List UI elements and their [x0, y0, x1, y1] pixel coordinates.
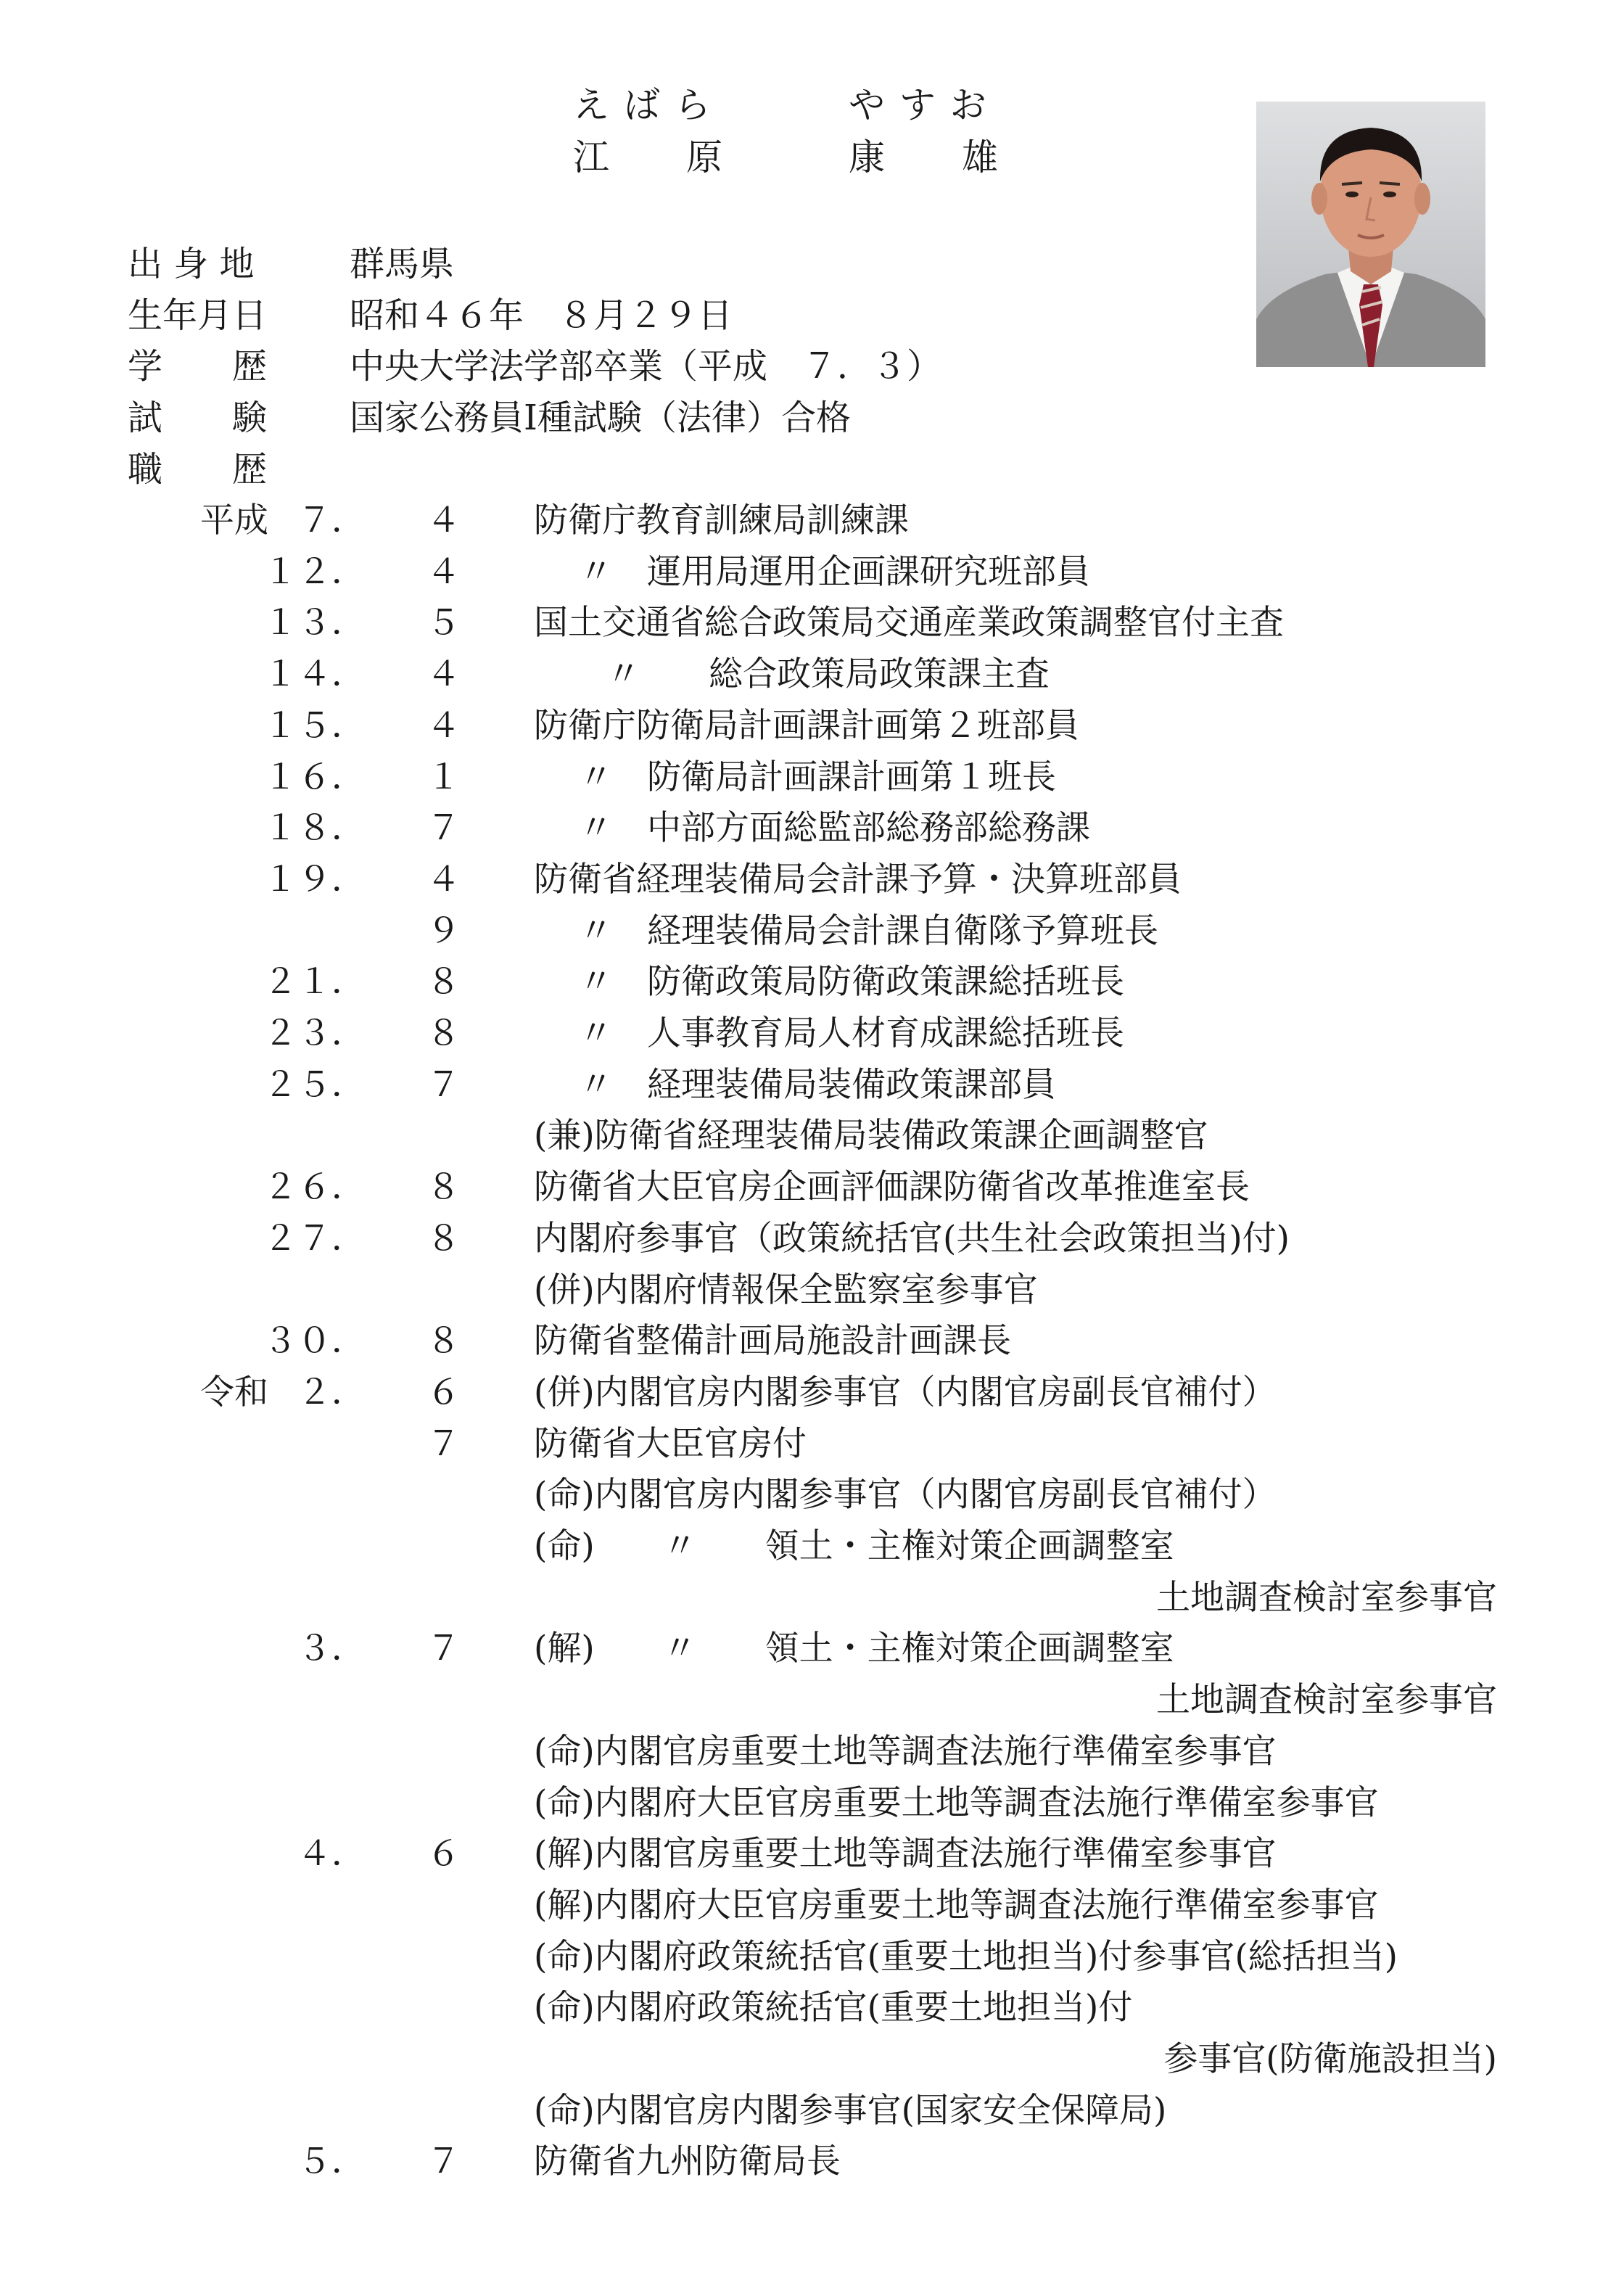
profile-value-birthdate: 昭和４６年 ８月２９日: [350, 295, 733, 336]
profile-value-education: 中央大学法学部卒業（平成 ７．３）: [350, 346, 942, 387]
career-entry-text: 内閣府参事官（政策統括官(共生社会政策担当)付): [534, 1219, 1290, 1259]
name-kanji-family: 江 原: [573, 136, 724, 178]
career-entry-text: 防衛省大臣官房付: [534, 1424, 807, 1464]
career-year: ３．: [297, 1629, 366, 1668]
career-entry-text: 〃 運用局運用企画課研究班部員: [579, 552, 1090, 592]
career-month: ７: [426, 1424, 461, 1464]
career-entry-text: (命)内閣官房内閣参事官（内閣官房副長官補付）: [534, 1475, 1277, 1515]
name-kana-family: え ば ら: [573, 84, 712, 126]
career-entry-text: 〃 経理装備局装備政策課部員: [579, 1065, 1056, 1105]
career-year: ２３．: [263, 1013, 366, 1053]
portrait-photo: [1256, 102, 1485, 367]
person-icon: [1256, 102, 1485, 367]
career-era: 令和: [200, 1373, 268, 1412]
profile-label-exam: 試 験: [128, 398, 268, 438]
career-entry-text: 〃 防衛局計画課計画第１班長: [579, 757, 1056, 797]
career-entry-text: (命)内閣府政策統括官(重要土地担当)付参事官(総括担当): [534, 1937, 1398, 1977]
career-entry-text: 国土交通省総合政策局交通産業政策調整官付主査: [534, 603, 1284, 643]
career-month: ８: [426, 1321, 461, 1361]
career-entry-text: 土地調査検討室参事官: [1156, 1578, 1497, 1618]
career-entry-text: 防衛庁教育訓練局訓練課: [534, 501, 909, 540]
career-entry-text: 防衛省九州防衛局長: [534, 2141, 841, 2181]
career-month: ４: [426, 654, 461, 694]
career-month: ７: [426, 1629, 461, 1668]
career-year: １５．: [263, 706, 366, 746]
career-entry-text: 防衛庁防衛局計画課計画第２班部員: [534, 706, 1079, 746]
career-month: ７: [426, 2141, 461, 2181]
career-entry-text: 土地調査検討室参事官: [1156, 1680, 1497, 1720]
career-year: ３０．: [263, 1321, 366, 1361]
career-month: ８: [426, 1219, 461, 1259]
career-entry-text: (解)内閣府大臣官房重要土地等調査法施行準備室参事官: [534, 1885, 1379, 1925]
career-entry-text: 防衛省経理装備局会計課予算・決算班部員: [534, 860, 1182, 900]
career-year: ２６．: [263, 1167, 366, 1207]
career-month: ７: [426, 808, 461, 848]
career-month: ４: [426, 501, 461, 540]
career-month: ６: [426, 1373, 461, 1412]
career-month: ４: [426, 706, 461, 746]
career-month: ４: [426, 860, 461, 900]
career-year: １４．: [263, 654, 366, 694]
career-year: １６．: [263, 757, 366, 797]
career-entry-text: (兼)防衛省経理装備局装備政策課企画調整官: [534, 1116, 1208, 1156]
career-entry-text: (併)内閣官房内閣参事官（内閣官房副長官補付）: [534, 1373, 1277, 1412]
career-year: ２７．: [263, 1219, 366, 1259]
career-year: １２．: [263, 552, 366, 592]
career-year: １８．: [263, 808, 366, 848]
profile-label-birthdate: 生年月日: [128, 295, 268, 336]
career-entry-text: 防衛省大臣官房企画評価課防衛省改革推進室長: [534, 1167, 1250, 1207]
career-entry-text: 参事官(防衛施設担当): [1163, 2039, 1497, 2079]
career-entry-text: 〃 中部方面総監部総務部総務課: [579, 808, 1090, 848]
profile-value-birthplace: 群馬県: [350, 244, 455, 284]
career-entry-text: (命)内閣官房内閣参事官(国家安全保障局): [534, 2091, 1167, 2131]
career-entry-text: (併)内閣府情報保全監察室参事官: [534, 1270, 1038, 1310]
profile-label-education: 学 歴: [128, 346, 268, 387]
profile-label-career: 職 歴: [128, 449, 268, 490]
career-month: １: [426, 757, 461, 797]
career-year: ５．: [297, 2141, 366, 2181]
career-entry-text: 〃 総合政策局政策課主査: [606, 654, 1050, 694]
career-year: ７．: [297, 501, 366, 540]
career-year: １３．: [263, 603, 366, 643]
career-entry-text: 〃 人事教育局人材育成課総括班長: [579, 1013, 1124, 1053]
career-month: ８: [426, 962, 461, 1002]
name-kana-given: や す お: [849, 84, 988, 126]
career-month: ９: [426, 911, 461, 951]
career-entry-text: (命)内閣府政策統括官(重要土地担当)付: [534, 1988, 1133, 2028]
career-month: ４: [426, 552, 461, 592]
career-entry-text: (命) 〃 領土・主権対策企画調整室: [534, 1526, 1174, 1566]
career-year: １９．: [263, 860, 366, 900]
profile-value-exam: 国家公務員Ⅰ種試験（法律）合格: [350, 398, 851, 438]
career-year: ２１．: [263, 962, 366, 1002]
career-month: ７: [426, 1065, 461, 1105]
career-entry-text: (命)内閣官房重要土地等調査法施行準備室参事官: [534, 1732, 1277, 1772]
career-entry-text: 〃 経理装備局会計課自衛隊予算班長: [579, 911, 1158, 951]
career-year: ２５．: [263, 1065, 366, 1105]
career-entry-text: 〃 防衛政策局防衛政策課総括班長: [579, 962, 1124, 1002]
career-entry-text: 防衛省整備計画局施設計画課長: [534, 1321, 1011, 1361]
career-entry-text: (解)内閣官房重要土地等調査法施行準備室参事官: [534, 1834, 1277, 1874]
profile-label-birthplace: 出 身 地: [128, 244, 255, 284]
career-month: ５: [426, 603, 461, 643]
career-entry-text: (命)内閣府大臣官房重要土地等調査法施行準備室参事官: [534, 1783, 1379, 1823]
career-year: ４．: [297, 1834, 366, 1874]
career-year: ２．: [297, 1373, 366, 1412]
career-entry-text: (解) 〃 領土・主権対策企画調整室: [534, 1629, 1174, 1668]
career-month: ８: [426, 1013, 461, 1053]
name-kanji-given: 康 雄: [849, 136, 999, 178]
career-era: 平成: [200, 501, 268, 540]
career-month: ６: [426, 1834, 461, 1874]
career-month: ８: [426, 1167, 461, 1207]
